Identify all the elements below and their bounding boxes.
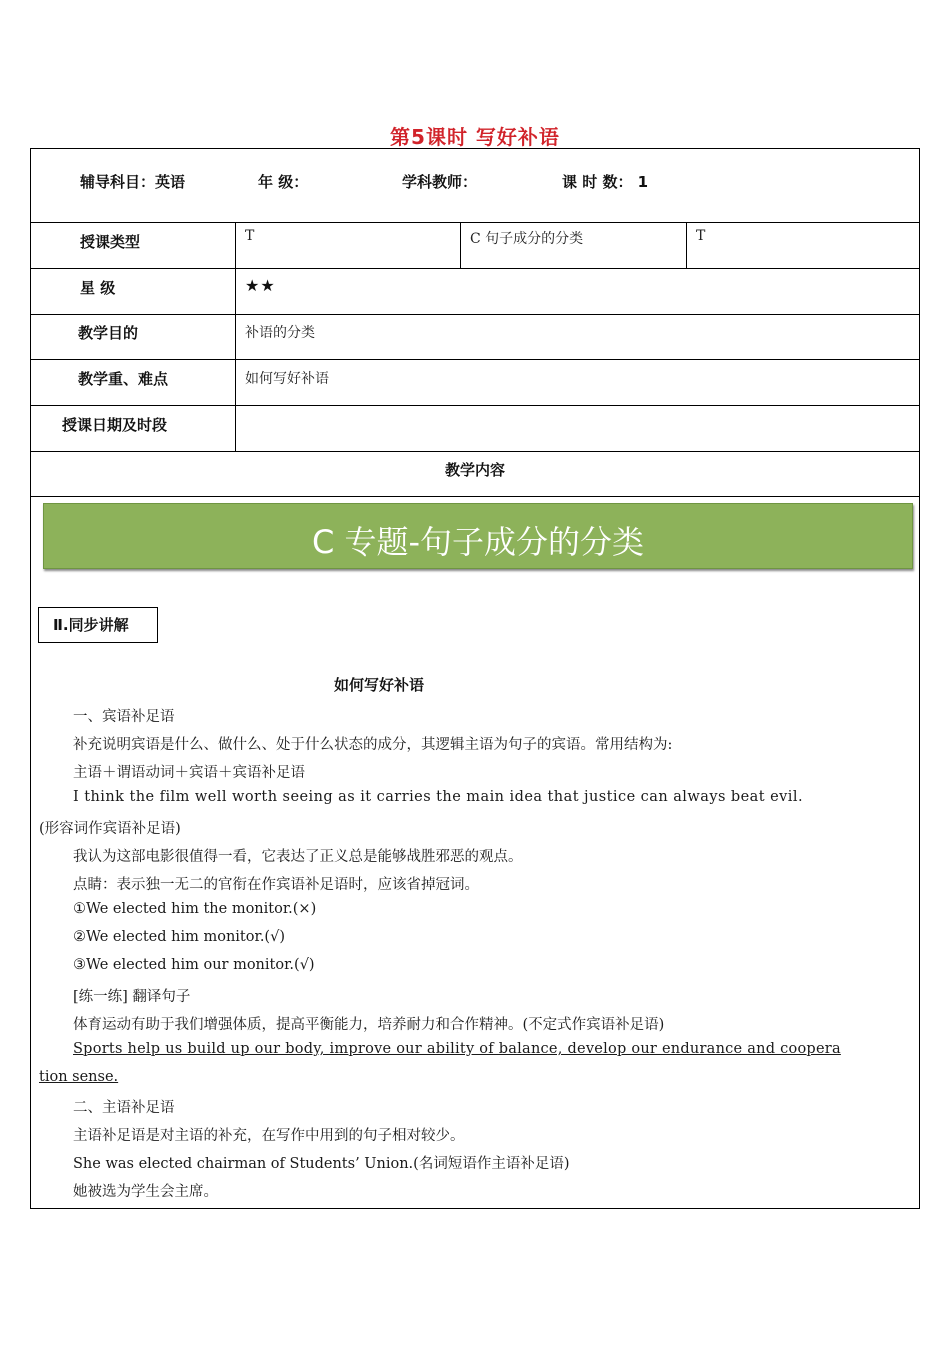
content-line: 主语补足语是对主语的补充，在写作中用到的句子相对较少。 — [73, 1128, 465, 1144]
content-heading: 如何写好补语 — [334, 676, 425, 694]
content-line: [练一练] 翻译句子 — [73, 989, 191, 1005]
column-divider — [235, 222, 236, 451]
row-divider — [30, 359, 920, 360]
answer-line: tion sense. — [39, 1069, 119, 1085]
content-line: (形容词作宾语补足语) — [39, 821, 181, 837]
row-divider — [30, 314, 920, 315]
focus-label: 教学重、难点 — [78, 370, 169, 388]
column-divider — [686, 222, 687, 268]
content-line: 我认为这部电影很值得一看，它表达了正义总是能够战胜邪恶的观点。 — [73, 849, 523, 865]
example-line: ②We elected him monitor.(√) — [73, 929, 285, 945]
example-line: ①We elected him the monitor.(×) — [73, 901, 317, 917]
subject-label: 辅导科目：英语 — [80, 173, 186, 191]
grade-label: 年 级： — [258, 173, 309, 191]
section-label: Ⅱ.同步讲解 — [38, 607, 158, 643]
content-line: 一、宾语补足语 — [73, 709, 175, 725]
focus-value: 如何写好补语 — [245, 371, 329, 387]
goal-label: 教学目的 — [78, 324, 139, 342]
row-divider — [30, 496, 920, 497]
goal-value: 补语的分类 — [245, 325, 315, 341]
content-line: 二、主语补足语 — [73, 1100, 175, 1116]
teacher-label: 学科教师： — [402, 173, 478, 191]
hours-label: 课 时 数： 1 — [562, 173, 649, 191]
content-line: 点睛：表示独一无二的官衔在作宾语补足语时，应该省掉冠词。 — [73, 877, 479, 893]
page-title: 第5课时 写好补语 — [390, 125, 560, 149]
content-line: 主语＋谓语动词＋宾语＋宾语补足语 — [73, 765, 305, 781]
level-label: 星 级 — [80, 279, 116, 297]
lesson-type-value: T — [245, 228, 255, 244]
topic-banner — [40, 500, 916, 572]
topic-banner-text: C 专题-句子成分的分类 — [311, 523, 645, 561]
row-divider — [30, 451, 920, 452]
date-label: 授课日期及时段 — [62, 416, 168, 434]
content-label: 教学内容 — [444, 461, 505, 479]
answer-line: Sports help us build up our body, improve our ability of balance, develop our endurance and coopera — [73, 1041, 841, 1057]
row-divider — [30, 268, 920, 269]
content-line: 她被选为学生会主席。 — [73, 1184, 218, 1200]
content-line: I think the film well worth seeing as it carries the main idea that justice can always beat evil. — [73, 789, 804, 805]
column-divider — [460, 222, 461, 268]
lesson-type-value: C 句子成分的分类 — [470, 231, 584, 247]
level-stars: ★★ — [245, 276, 276, 295]
content-line: 补充说明宾语是什么、做什么、处于什么状态的成分，其逻辑主语为句子的宾语。常用结构为: — [73, 737, 673, 753]
row-divider — [30, 222, 920, 223]
example-line: ③We elected him our monitor.(√) — [73, 957, 315, 973]
lesson-type-label: 授课类型 — [80, 233, 141, 251]
content-line: She was elected chairman of Students’ Union.(名词短语作主语补足语) — [73, 1156, 570, 1172]
row-divider — [30, 405, 920, 406]
topic-banner-fill — [43, 503, 913, 569]
content-line: 体育运动有助于我们增强体质，提高平衡能力，培养耐力和合作精神。(不定式作宾语补足语) — [73, 1017, 665, 1033]
lesson-type-value: T — [696, 228, 706, 244]
